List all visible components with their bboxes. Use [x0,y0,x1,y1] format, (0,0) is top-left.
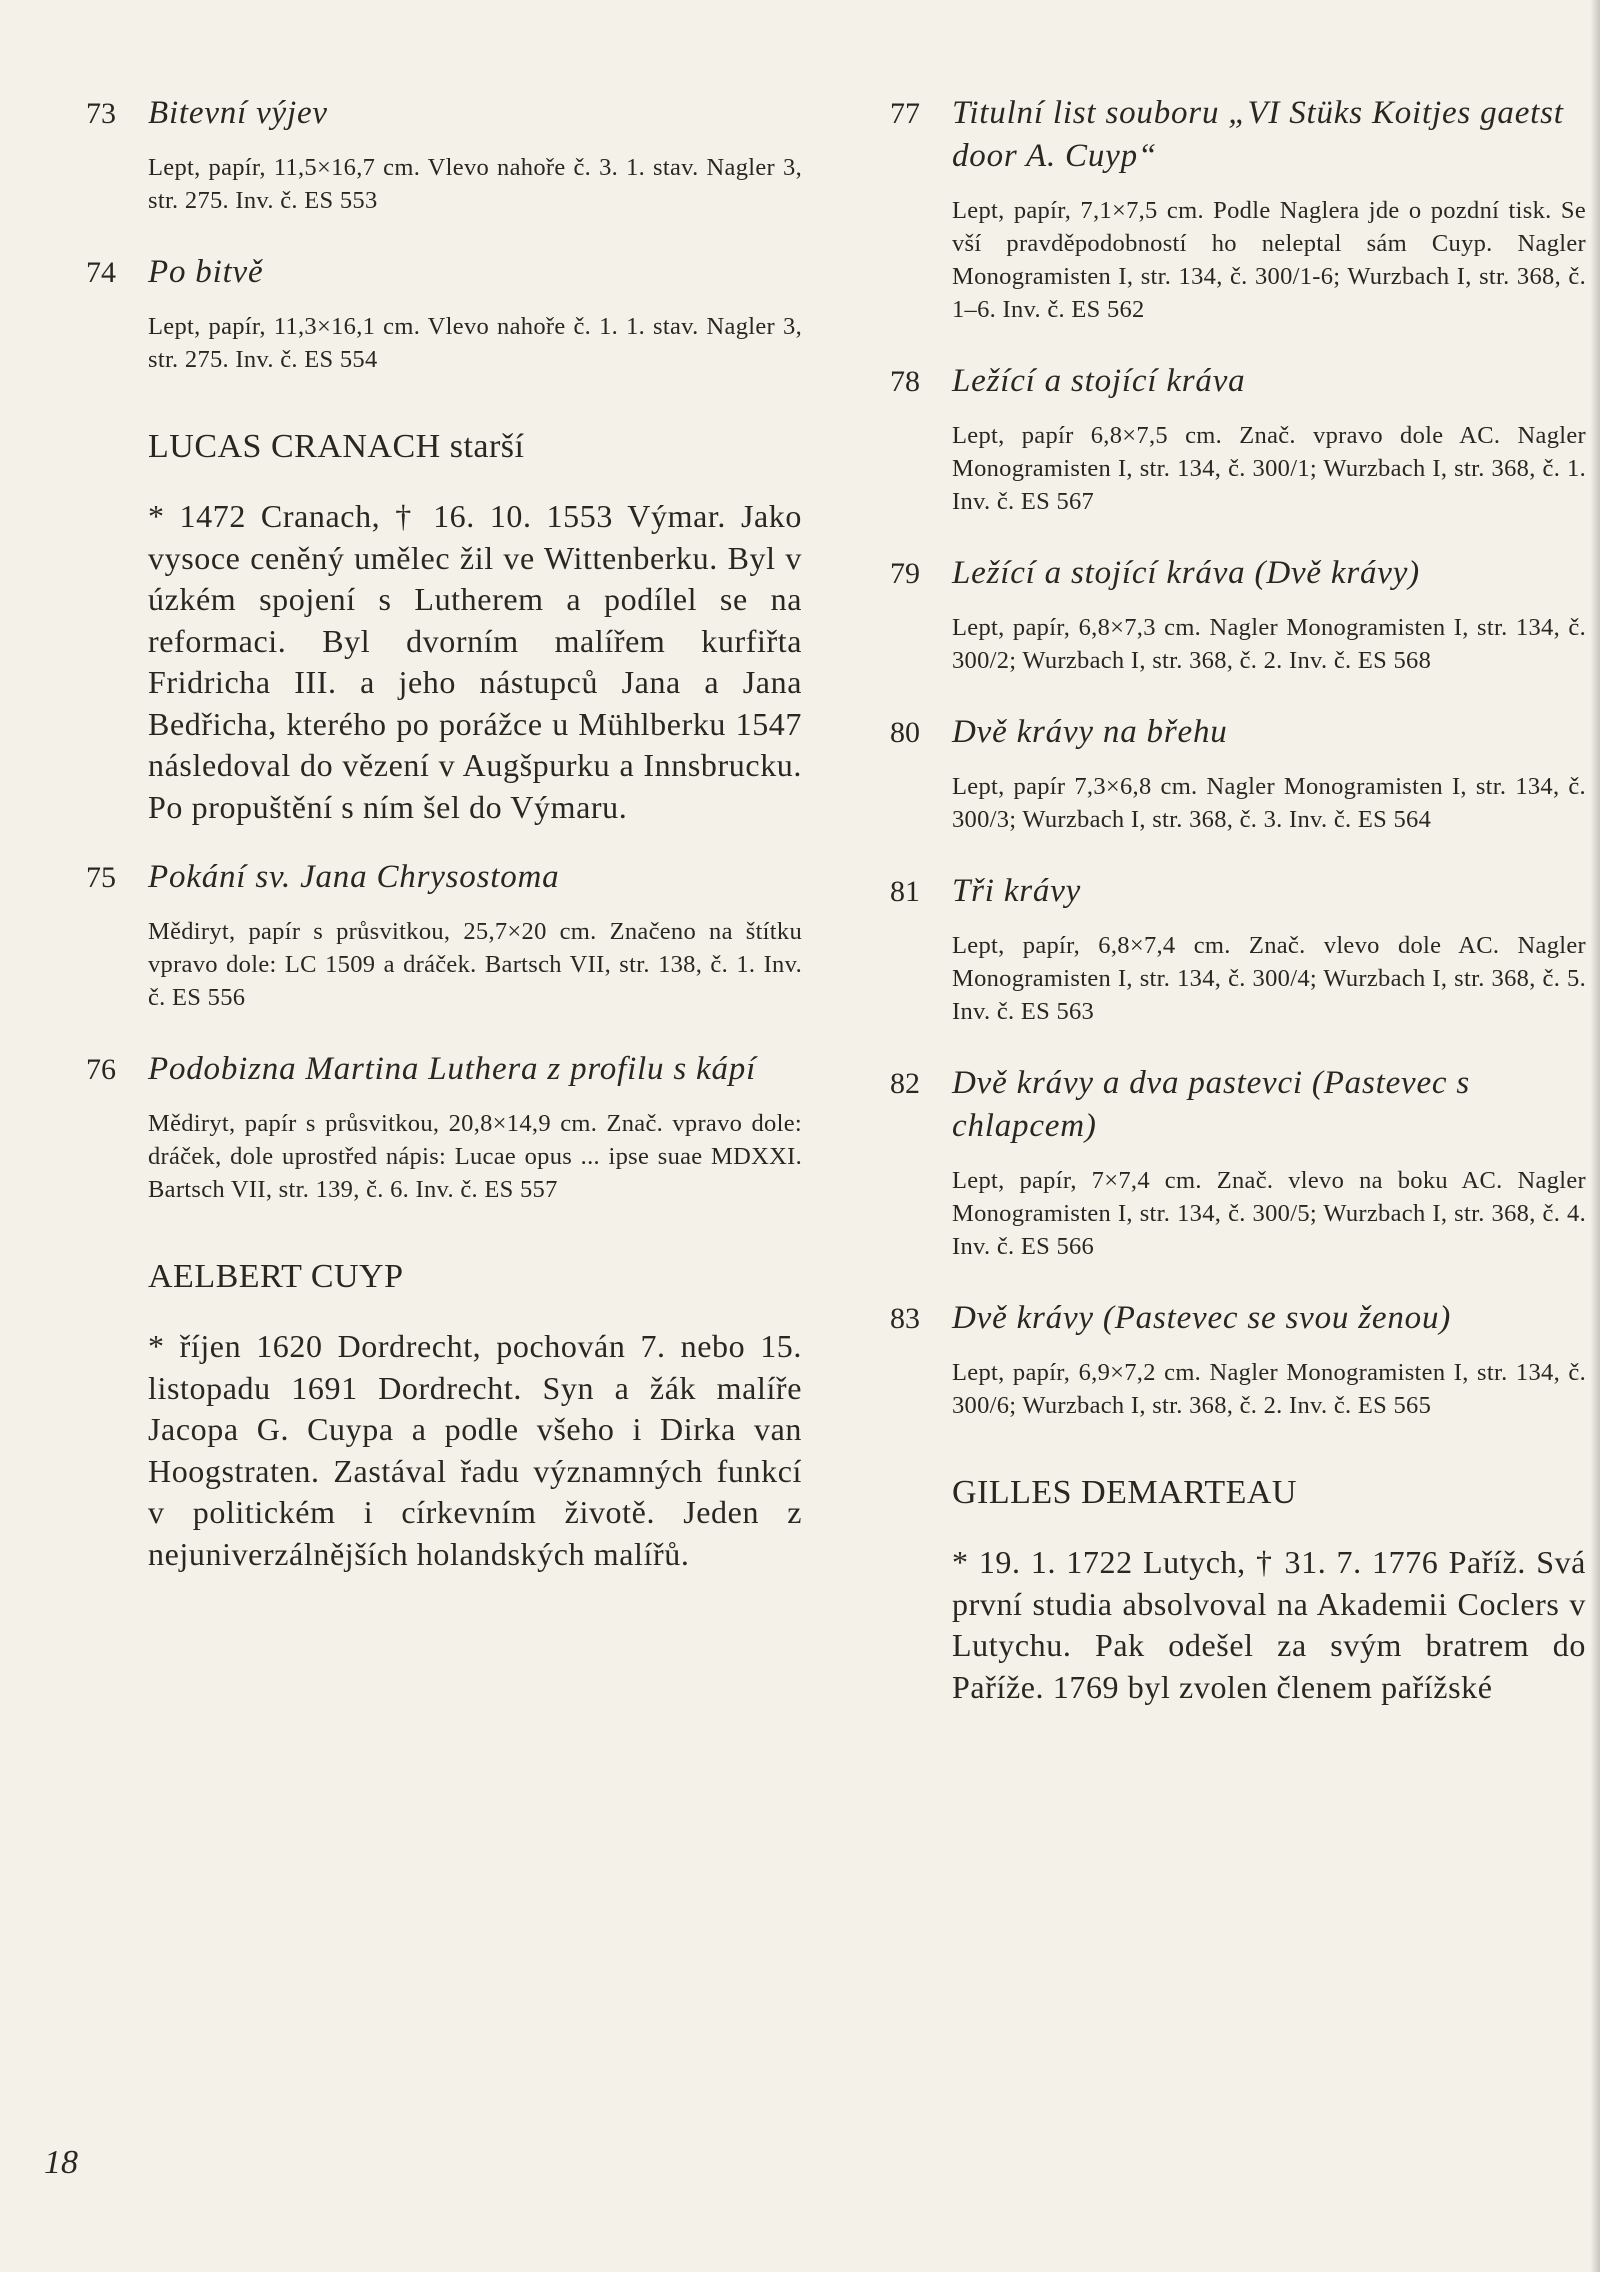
catalog-entry-78 [890,360,1586,518]
entry-number: 79 [890,557,920,590]
entry-number: 82 [890,1067,920,1100]
page-edge-shadow [1590,0,1600,2272]
entry-number: 75 [86,861,116,894]
left-column [86,92,802,1603]
entry-description: Lept, papír, 7,1×7,5 cm. Podle Naglera jde o pozdní tisk. Se vší pravděpodobností ho neleptal sám Cuyp. Nagler Monogramisten I, str. 134, č. 300/1-6; Wurzbach I, str. 368, č. 1–6. Inv. č. ES 562 [952,197,1586,323]
entry-description: Lept, papír, 6,8×7,4 cm. Znač. vlevo dole AC. Nagler Monogramisten I, str. 134, č. 300/4; Wurzbach I, str. 368, č. 5. Inv. č. ES 563 [952,932,1586,1025]
entry-description: Lept, papír, 6,9×7,2 cm. Nagler Monogramisten I, str. 134, č. 300/6; Wurzbach I, str. 368, č. 2. Inv. č. ES 565 [952,1359,1586,1419]
catalog-entry-75 [86,856,802,1014]
catalog-entry-73 [86,92,802,217]
entry-description: Lept, papír 6,8×7,5 cm. Znač. vpravo dole AC. Nagler Monogramisten I, str. 134, č. 300/1; Wurzbach I, str. 368, č. 1. Inv. č. ES 567 [952,422,1586,515]
entry-number: 80 [890,716,920,749]
artist-bio: * 19. 1. 1722 Lutych, † 31. 7. 1776 Paříž. Svá první studia absolvoval na Akademii Coclers v Lutychu. Pak odešel za svým bratrem do Paříže. 1769 byl zvolen členem pařížské [952,1544,1586,1705]
entry-title: Titulní list souboru „VI Stüks Koitjes gaetst door A. Cuyp“ [952,95,1564,174]
catalog-entry-77 [890,92,1586,326]
entry-number: 73 [86,97,116,130]
entry-title: Dvě krávy na břehu [952,714,1228,750]
artist-name: LUCAS CRANACH starší [148,428,525,465]
entry-title: Po bitvě [148,254,264,290]
artist-bio: * říjen 1620 Dordrecht, pochován 7. nebo 15. listopadu 1691 Dordrecht. Syn a žák malíře Jacopa G. Cuypa a podle všeho i Dirka van Hoogstraten. Zastával řadu významných funkcí v politickém i církevním životě. Jeden z nejuniverzálnějších holandských malířů. [148,1328,802,1572]
right-column [890,92,1586,1736]
entry-description: Lept, papír, 11,5×16,7 cm. Vlevo nahoře č. 3. 1. stav. Nagler 3, str. 275. Inv. č. ES 553 [148,154,802,214]
page-number: 18 [44,2144,78,2181]
entry-title: Tři krávy [952,873,1082,909]
artist-section-cuyp [86,1258,802,1575]
entry-number: 76 [86,1053,116,1086]
entry-description: Mědiryt, papír s průsvitkou, 20,8×14,9 cm. Znač. vpravo dole: dráček, dole uprostřed nápis: Lucae opus ... ipse suae MDXXI. Bartsch VII, str. 139, č. 6. Inv. č. ES 557 [148,1110,802,1203]
catalog-entry-83 [890,1297,1586,1422]
entry-number: 74 [86,256,116,289]
entry-title: Ležící a stojící kráva (Dvě krávy) [952,555,1420,591]
entry-title: Ležící a stojící kráva [952,363,1246,399]
artist-name: GILLES DEMARTEAU [952,1474,1297,1511]
entry-title: Dvě krávy (Pastevec se svou ženou) [952,1300,1452,1336]
catalog-entry-79 [890,552,1586,677]
entry-description: Lept, papír 7,3×6,8 cm. Nagler Monogramisten I, str. 134, č. 300/3; Wurzbach I, str. 368, č. 3. Inv. č. ES 564 [952,773,1586,833]
entry-number: 77 [890,97,920,130]
entry-number: 78 [890,365,920,398]
entry-description: Lept, papír, 6,8×7,3 cm. Nagler Monogramisten I, str. 134, č. 300/2; Wurzbach I, str. 368, č. 2. Inv. č. ES 568 [952,614,1586,674]
artist-name: AELBERT CUYP [148,1258,404,1295]
artist-section-demarteau [890,1474,1586,1708]
catalog-entry-81 [890,870,1586,1028]
entry-number: 83 [890,1302,920,1335]
entry-description: Lept, papír, 11,3×16,1 cm. Vlevo nahoře č. 1. 1. stav. Nagler 3, str. 275. Inv. č. ES 554 [148,313,802,373]
entry-title: Podobizna Martina Luthera z profilu s kápí [148,1051,757,1087]
catalog-entry-82 [890,1062,1586,1263]
catalog-entry-76 [86,1048,802,1206]
catalog-entry-80 [890,711,1586,836]
entry-description: Lept, papír, 7×7,4 cm. Znač. vlevo na boku AC. Nagler Monogramisten I, str. 134, č. 300/5; Wurzbach I, str. 368, č. 4. Inv. č. ES 566 [952,1167,1586,1260]
artist-section-cranach [86,428,802,828]
entry-number: 81 [890,875,920,908]
entry-description: Mědiryt, papír s průsvitkou, 25,7×20 cm. Značeno na štítku vpravo dole: LC 1509 a dráček. Bartsch VII, str. 138, č. 1. Inv. č. ES 556 [148,918,802,1011]
catalog-entry-74 [86,251,802,376]
entry-title: Dvě krávy a dva pastevci (Pastevec s chlapcem) [952,1065,1471,1144]
entry-title: Pokání sv. Jana Chrysostoma [148,859,560,895]
artist-bio: * 1472 Cranach, † 16. 10. 1553 Výmar. Jako vysoce ceněný umělec žil ve Wittenberku. Byl v úzkém spojení s Lutherem a podílel se na reformaci. Byl dvorním malířem kurfiřta Fridricha III. a jeho nástupců Jana a Jana Bedřicha, kterého po porážce u Mühlberku 1547 následoval do vězení v Augšpurku a Innsbrucku. Po propuštění s ním šel do Výmaru. [148,498,802,825]
entry-title: Bitevní výjev [148,95,328,131]
